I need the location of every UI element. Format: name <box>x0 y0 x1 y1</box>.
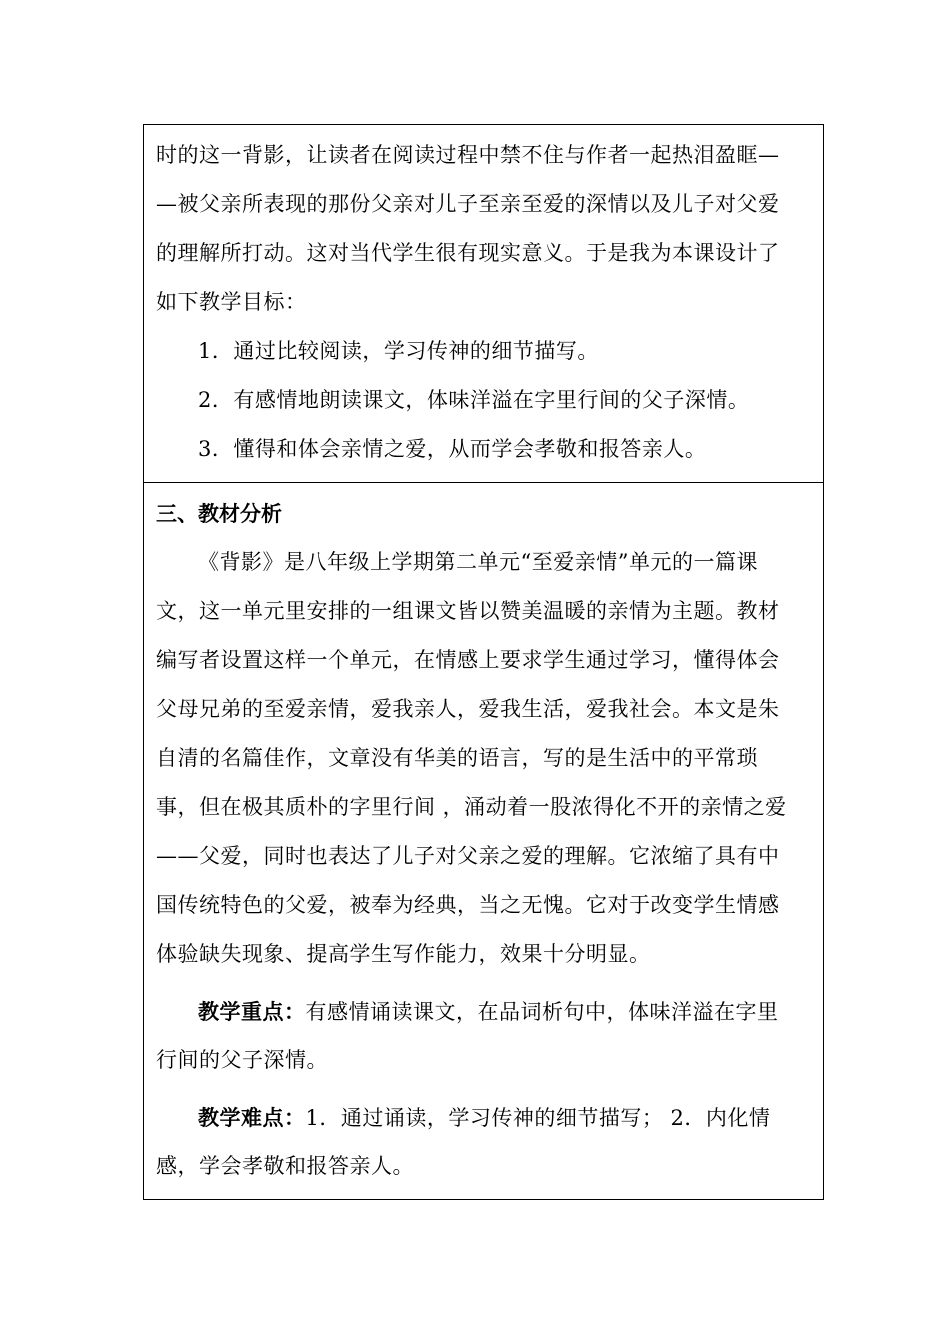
paragraph-line: 编写者设置这样一个单元，在情感上要求学生通过学习，懂得体会 <box>156 648 780 672</box>
paragraph-line: 的理解所打动。这对当代学生很有现实意义。于是我为本课设计了 <box>156 241 780 265</box>
difficult-point-text: 1．通过诵读，学习传神的细节描写； 2．内化情 <box>305 1106 771 1130</box>
key-point-label: 教学重点： <box>198 999 306 1024</box>
section-heading: 三、教材分析 <box>156 501 282 526</box>
table-row <box>144 125 824 483</box>
difficult-point-label: 教学难点： <box>198 1105 306 1130</box>
table-row <box>144 483 824 1200</box>
lesson-plan-table <box>143 124 824 1200</box>
textbook-analysis-cell <box>144 483 824 1200</box>
paragraph-line: 国传统特色的父爱，被奉为经典，当之无愧。它对于改变学生情感 <box>156 893 780 917</box>
paragraph-line: 父母兄弟的至爱亲情，爱我亲人，爱我生活，爱我社会。本文是朱 <box>156 697 780 721</box>
key-point-continuation: 行间的父子深情。 <box>156 1048 328 1072</box>
paragraph-line: —被父亲所表现的那份父亲对儿子至亲至爱的深情以及儿子对父爱 <box>156 192 780 216</box>
paragraph-line: 体验缺失现象、提高学生写作能力，效果十分明显。 <box>156 942 651 966</box>
difficult-point-continuation: 感，学会孝敬和报答亲人。 <box>156 1154 414 1178</box>
goal-item: 3．懂得和体会亲情之爱，从而学会孝敬和报答亲人。 <box>198 437 707 461</box>
paragraph-line: 事，但在极其质朴的字里行间 ，涌动着一股浓得化不开的亲情之爱 <box>156 795 787 819</box>
key-point-text: 有感情诵读课文，在品词析句中，体味洋溢在字里 <box>305 1000 779 1024</box>
paragraph-line: ——父爱，同时也表达了儿子对父亲之爱的理解。它浓缩了具有中 <box>156 844 780 868</box>
teaching-goals-cell <box>144 125 824 483</box>
goal-item: 1．通过比较阅读，学习传神的细节描写。 <box>198 339 599 363</box>
paragraph-line: 《背影》是八年级上学期第二单元“至爱亲情”单元的一篇课 <box>198 550 758 574</box>
key-point-line <box>156 987 811 1036</box>
paragraph-line: 文，这一单元里安排的一组课文皆以赞美温暖的亲情为主题。教材 <box>156 599 780 623</box>
difficult-point-line <box>156 1093 811 1142</box>
goal-item: 2．有感情地朗读课文，体味洋溢在字里行间的父子深情。 <box>198 388 750 412</box>
paragraph-line: 如下教学目标： <box>156 290 307 314</box>
paragraph-line: 自清的名篇佳作，文章没有华美的语言，写的是生活中的平常琐 <box>156 746 758 770</box>
paragraph-line: 时的这一背影，让读者在阅读过程中禁不住与作者一起热泪盈眶— <box>156 143 780 167</box>
